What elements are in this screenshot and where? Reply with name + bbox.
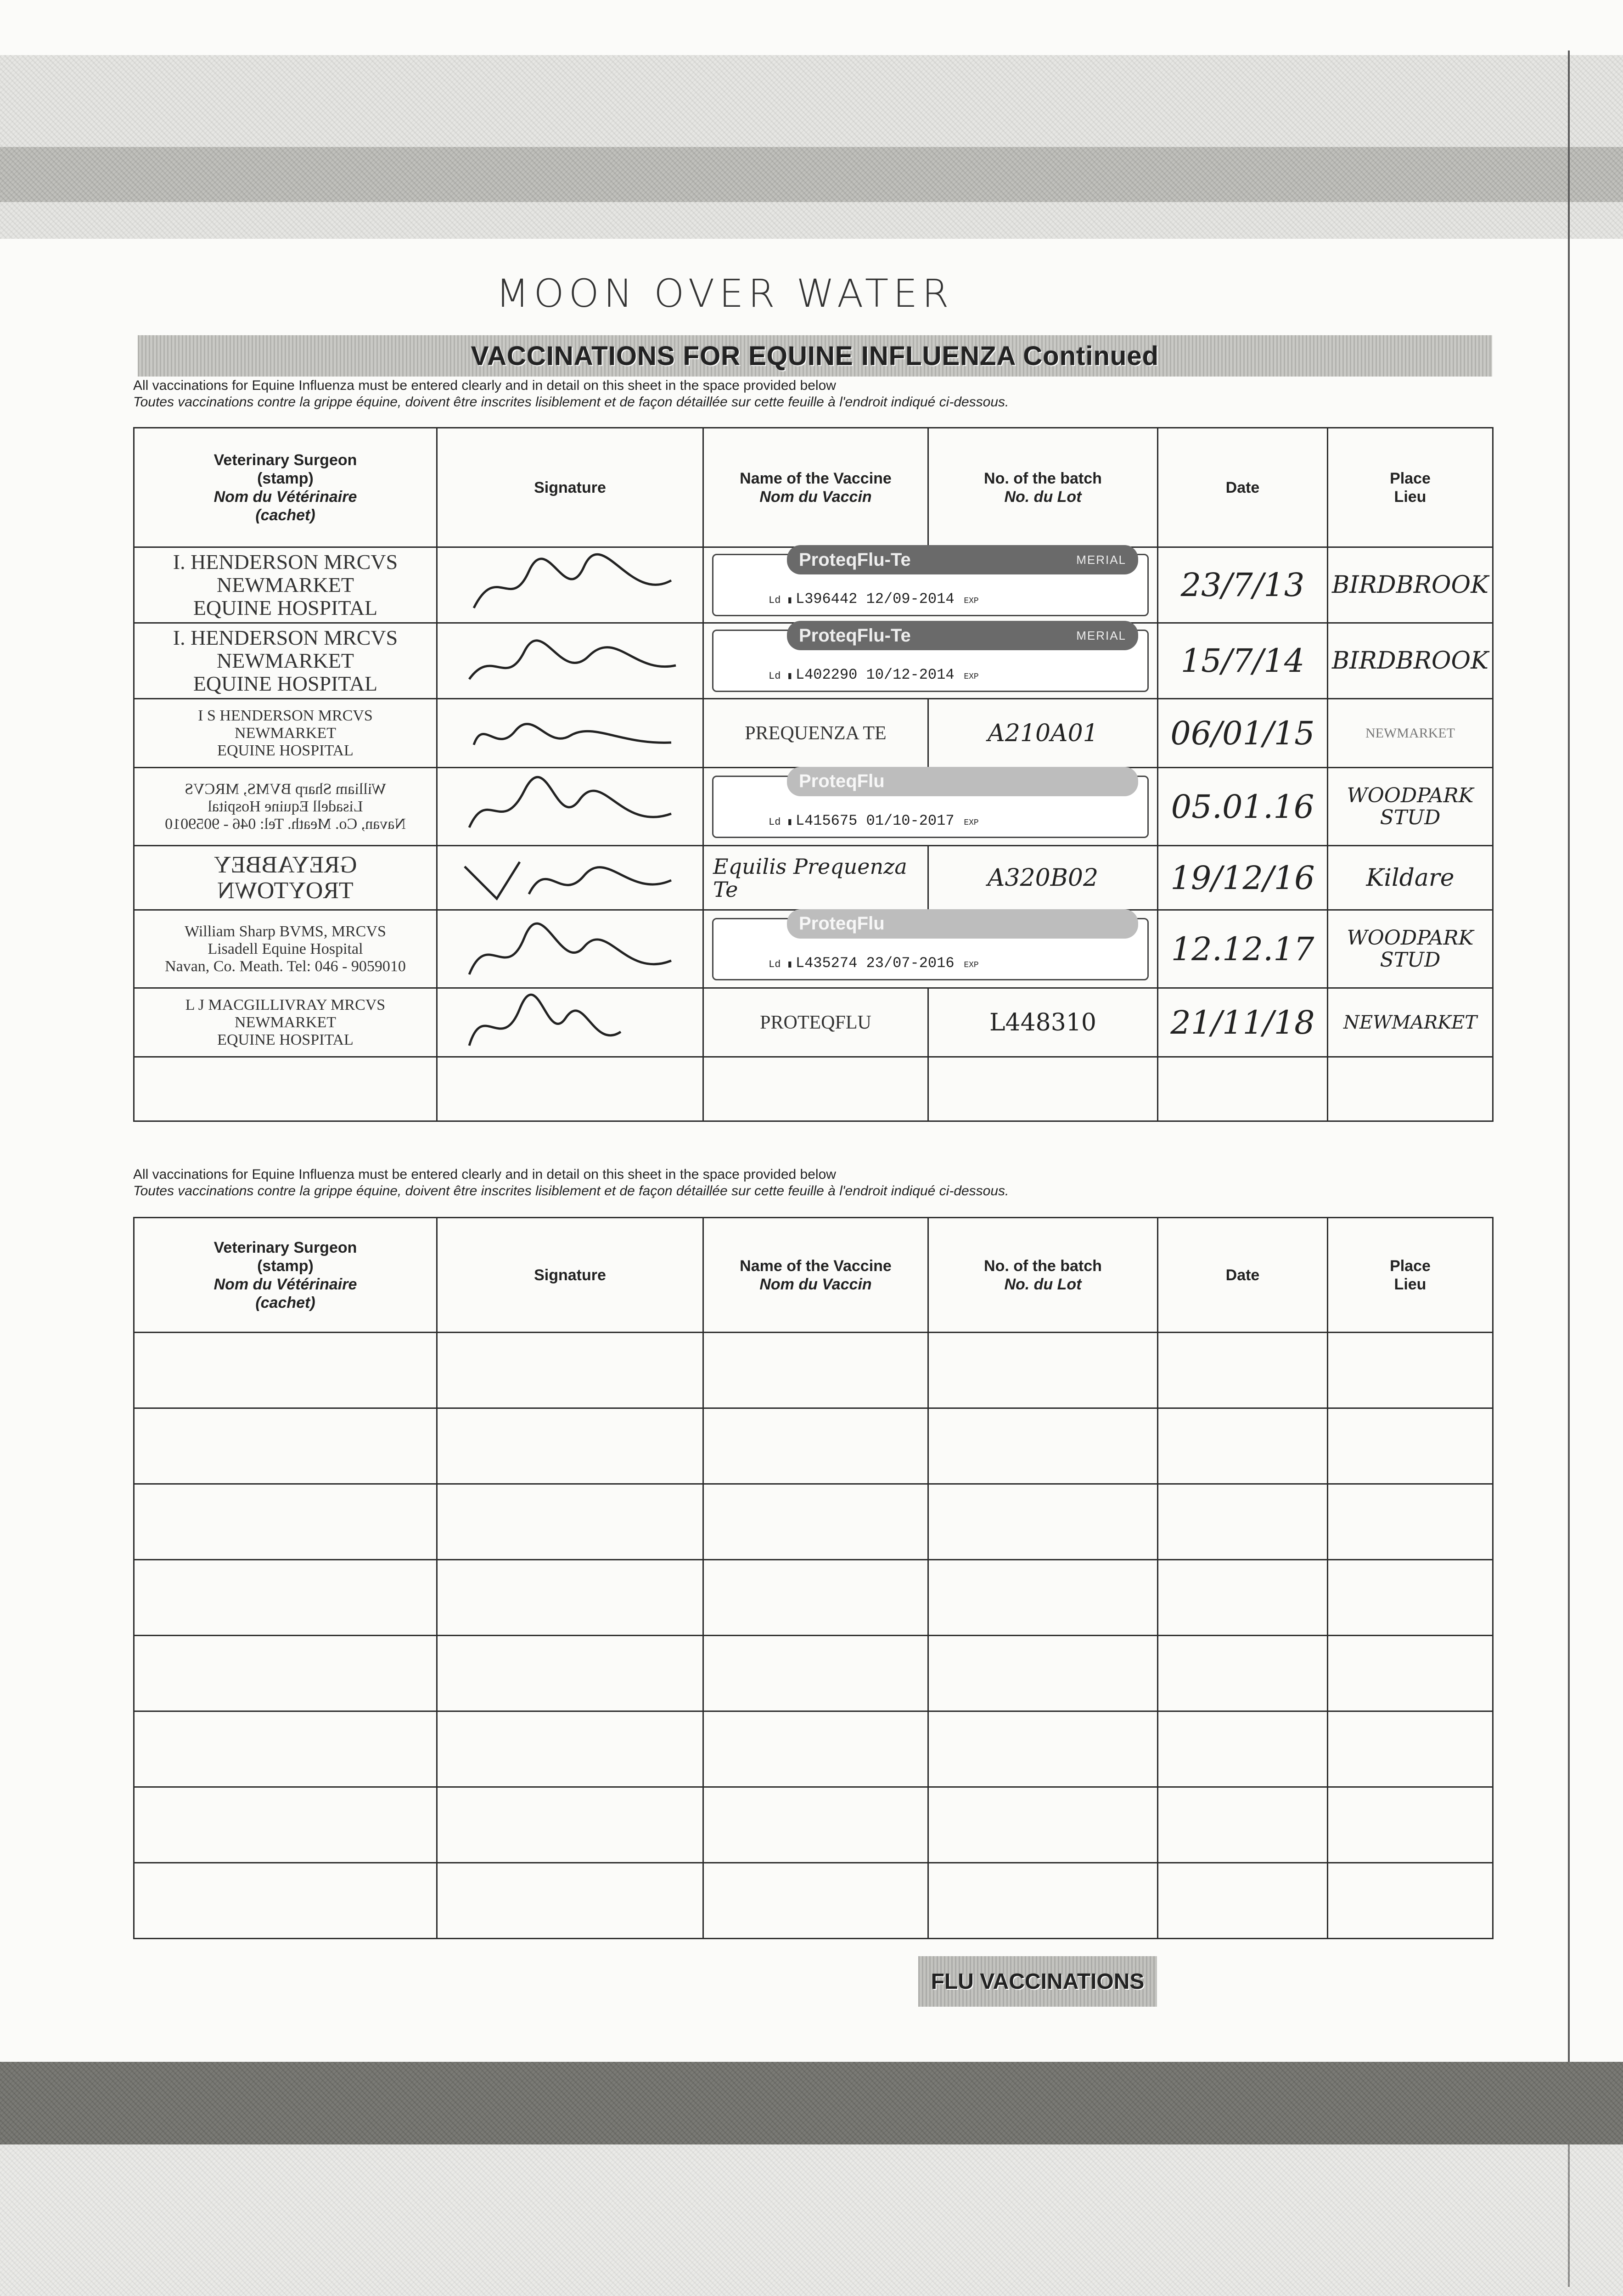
vaccination-date: 06/01/15 <box>1170 714 1315 752</box>
vet-stamp <box>134 988 437 1057</box>
empty-cell <box>134 1636 437 1711</box>
empty-cell <box>1328 1408 1493 1484</box>
batch-number: Ld ▮ L435274 23/07-2016 EXP <box>769 955 979 972</box>
table-row <box>134 1484 1493 1560</box>
vaccination-place: BIRDBROOK <box>1331 647 1489 675</box>
header-place <box>1328 1218 1493 1333</box>
header-batch-en: No. of the batch <box>984 469 1102 487</box>
scan-noise-bottom-dark <box>0 2062 1623 2144</box>
vaccination-date: 23/7/13 <box>1180 566 1305 604</box>
vaccine-brand <box>787 767 1138 796</box>
instructions-fr: Toutes vaccinations contre la grippe équine, doivent être inscrites lisiblement et de façon détaillée sur cette feuille à l'endroit indiqué ci-dessous. <box>133 394 1009 410</box>
header-vet-cachet: (cachet) <box>255 1294 315 1311</box>
vaccine-name: ProteqFlu <box>799 913 885 934</box>
header-vaccine <box>703 1218 928 1333</box>
vet-line: NEWMARKET <box>217 573 354 597</box>
header-vet <box>134 1218 437 1333</box>
signature-scribble <box>455 848 685 908</box>
vet-line: L J MACGILLIVRAY MRCVS <box>185 996 386 1013</box>
instructions-bottom <box>133 1166 1488 1199</box>
vaccine-maker: MERIAL <box>1076 628 1126 642</box>
signature-scribble <box>455 990 685 1055</box>
batch-number: A320B02 <box>987 864 1099 892</box>
instructions-top <box>133 377 1488 411</box>
place-cell <box>1328 988 1493 1057</box>
header-vet-en: Veterinary Surgeon <box>213 451 357 469</box>
header-vet-fr: Nom du Vétérinaire <box>213 488 357 506</box>
vet-line: EQUINE HOSPITAL <box>217 1031 354 1048</box>
vet-line: GREYABBEY <box>213 851 357 878</box>
signature-cell <box>437 547 703 623</box>
date-cell <box>1158 547 1328 623</box>
empty-cell <box>1158 1711 1328 1787</box>
header-batch-en: No. of the batch <box>984 1257 1102 1275</box>
empty-cell <box>703 1484 928 1560</box>
table-row <box>134 699 1493 768</box>
empty-cell <box>437 1333 703 1408</box>
empty-cell <box>134 1333 437 1408</box>
vaccine-name: PREQUENZA TE <box>745 722 887 744</box>
vet-line: William Sharp BVMS, MRCVS <box>185 780 386 798</box>
vaccine-name: ProteqFlu-Te <box>799 625 911 646</box>
vet-line: NEWMARKET <box>235 724 336 742</box>
header-date: Date <box>1158 1218 1328 1333</box>
date-cell <box>1158 910 1328 988</box>
vet-line: NEWMARKET <box>217 649 354 672</box>
table-header-row <box>134 1218 1493 1333</box>
vet-line: I S HENDERSON MRCVS <box>198 707 373 724</box>
vet-line: Lisadell Equine Hospital <box>208 940 363 957</box>
table-row <box>134 1863 1493 1939</box>
place-cell <box>1328 699 1493 768</box>
date-cell <box>1158 699 1328 768</box>
vaccination-table-1 <box>133 427 1494 1122</box>
vaccine-brand <box>787 909 1138 939</box>
empty-cell <box>928 1057 1158 1121</box>
empty-cell <box>437 1711 703 1787</box>
empty-cell <box>134 1863 437 1939</box>
header-vet <box>134 428 437 547</box>
table-header-row <box>134 428 1493 547</box>
section-title: VACCINATIONS FOR EQUINE INFLUENZA Continued <box>471 341 1159 371</box>
place-cell <box>1328 768 1493 846</box>
empty-cell <box>703 1636 928 1711</box>
header-batch-fr: No. du Lot <box>1004 488 1082 506</box>
vaccine-label-cell <box>703 910 1158 988</box>
vet-line: Navan, Co. Meath. Tel: 046 - 9059010 <box>165 815 406 833</box>
batch-cell <box>928 988 1158 1057</box>
signature-cell <box>437 699 703 768</box>
horse-name: MOON OVER WATER <box>496 271 954 316</box>
table-row <box>134 547 1493 623</box>
batch-number: L448310 <box>989 1008 1097 1036</box>
empty-cell <box>1328 1863 1493 1939</box>
empty-cell <box>928 1408 1158 1484</box>
vet-stamp <box>134 547 437 623</box>
empty-cell <box>1328 1484 1493 1560</box>
empty-cell <box>703 1863 928 1939</box>
header-place-fr: Lieu <box>1394 488 1426 506</box>
header-batch <box>928 428 1158 547</box>
empty-cell <box>703 1408 928 1484</box>
table-row <box>134 1636 1493 1711</box>
place-cell <box>1328 623 1493 699</box>
flu-vaccinations-tag <box>918 1956 1157 2007</box>
vaccination-place: WOODPARK STUD <box>1347 926 1474 972</box>
vaccine-label-cell <box>703 623 1158 699</box>
table-row <box>134 623 1493 699</box>
vaccination-place: BIRDBROOK <box>1331 571 1489 599</box>
header-signature: Signature <box>437 1218 703 1333</box>
empty-cell <box>437 1787 703 1863</box>
empty-cell <box>703 1560 928 1636</box>
empty-cell <box>928 1636 1158 1711</box>
instructions-fr: Toutes vaccinations contre la grippe équine, doivent être inscrites lisiblement et de façon détaillée sur cette feuille à l'endroit indiqué ci-dessous. <box>133 1183 1009 1199</box>
empty-cell <box>437 1057 703 1121</box>
empty-cell <box>134 1057 437 1121</box>
batch-cell <box>928 846 1158 910</box>
header-vet-fr: Nom du Vétérinaire <box>213 1275 357 1293</box>
vet-line: EQUINE HOSPITAL <box>193 596 378 619</box>
empty-cell <box>1328 1560 1493 1636</box>
vet-stamp <box>134 699 437 768</box>
vet-line: I. HENDERSON MRCVS <box>173 626 398 649</box>
table-row <box>134 768 1493 846</box>
signature-scribble <box>455 915 685 984</box>
header-batch <box>928 1218 1158 1333</box>
table-row <box>134 1787 1493 1863</box>
empty-cell <box>703 1787 928 1863</box>
vaccine-brand <box>787 545 1138 574</box>
vaccine-name: PROTEQFLU <box>760 1012 871 1033</box>
vaccination-date: 15/7/14 <box>1180 642 1305 680</box>
batch-cell <box>928 699 1158 768</box>
table-row <box>134 1057 1493 1121</box>
vaccine-sticker <box>712 549 1149 616</box>
vet-line: William Sharp BVMS, MRCVS <box>185 923 386 940</box>
vaccination-place: WOODPARK STUD <box>1347 783 1474 829</box>
scan-noise-bottom <box>0 2144 1623 2296</box>
vaccine-cell <box>703 699 928 768</box>
empty-cell <box>134 1408 437 1484</box>
vet-stamp <box>134 768 437 846</box>
signature-scribble <box>455 772 685 841</box>
empty-cell <box>928 1863 1158 1939</box>
vet-line: I. HENDERSON MRCVS <box>173 550 398 574</box>
vaccination-date: 05.01.16 <box>1171 788 1314 826</box>
section-title-bar <box>138 335 1492 377</box>
page-edge-rule <box>1568 51 1570 2287</box>
header-signature: Signature <box>437 428 703 547</box>
empty-cell <box>437 1863 703 1939</box>
flu-vaccinations-label: FLU VACCINATIONS <box>931 1969 1145 1994</box>
header-vaccine <box>703 428 928 547</box>
vaccine-brand <box>787 621 1138 650</box>
empty-cell <box>1328 1711 1493 1787</box>
vet-line: Navan, Co. Meath. Tel: 046 - 9059010 <box>165 957 406 975</box>
header-vaccine-fr: Nom du Vaccin <box>759 488 872 506</box>
vaccine-cell <box>703 988 928 1057</box>
batch-number: A210A01 <box>988 719 1098 747</box>
date-cell <box>1158 846 1328 910</box>
header-place <box>1328 428 1493 547</box>
batch-number: Ld ▮ L396442 12/09-2014 EXP <box>769 591 979 608</box>
place-cell <box>1328 910 1493 988</box>
vaccination-date: 21/11/18 <box>1170 1003 1315 1041</box>
empty-cell <box>1158 1636 1328 1711</box>
vet-line: EQUINE HOSPITAL <box>193 672 378 695</box>
table-row <box>134 1711 1493 1787</box>
empty-cell <box>1328 1787 1493 1863</box>
empty-cell <box>1328 1636 1493 1711</box>
vet-line: Lisadell Equine Hospital <box>208 798 363 815</box>
date-cell <box>1158 768 1328 846</box>
vet-stamp <box>134 623 437 699</box>
signature-scribble <box>455 553 685 617</box>
empty-cell <box>437 1636 703 1711</box>
empty-cell <box>1158 1057 1328 1121</box>
empty-cell <box>1328 1333 1493 1408</box>
vaccine-sticker <box>712 771 1149 838</box>
empty-cell <box>703 1333 928 1408</box>
table-row <box>134 846 1493 910</box>
vaccine-label-cell <box>703 547 1158 623</box>
empty-cell <box>134 1711 437 1787</box>
vaccination-date: 12.12.17 <box>1171 930 1314 968</box>
empty-cell <box>1158 1484 1328 1560</box>
date-cell <box>1158 623 1328 699</box>
vaccination-place: NEWMARKET <box>1365 725 1455 741</box>
empty-cell <box>134 1787 437 1863</box>
empty-cell <box>1158 1787 1328 1863</box>
empty-cell <box>928 1711 1158 1787</box>
instructions-en: All vaccinations for Equine Influenza must be entered clearly and in detail on this sheet in the space provided below <box>133 378 836 393</box>
empty-cell <box>703 1711 928 1787</box>
vaccine-sticker <box>712 625 1149 692</box>
empty-cell <box>1158 1333 1328 1408</box>
empty-cell <box>134 1484 437 1560</box>
header-vet-stamp: (stamp) <box>257 1257 314 1275</box>
vaccine-name: ProteqFlu-Te <box>799 549 911 570</box>
header-vet-cachet: (cachet) <box>255 506 315 524</box>
vaccination-table-2 <box>133 1217 1494 1939</box>
vaccine-maker: MERIAL <box>1076 552 1126 567</box>
vaccination-date: 19/12/16 <box>1170 859 1315 897</box>
signature-cell <box>437 846 703 910</box>
empty-cell <box>437 1484 703 1560</box>
signature-cell <box>437 988 703 1057</box>
vaccine-label-cell <box>703 768 1158 846</box>
table-row <box>134 1408 1493 1484</box>
empty-cell <box>703 1057 928 1121</box>
empty-cell <box>1158 1560 1328 1636</box>
scan-noise-top-dark <box>0 147 1623 202</box>
date-cell <box>1158 988 1328 1057</box>
header-vaccine-fr: Nom du Vaccin <box>759 1275 872 1293</box>
empty-cell <box>437 1560 703 1636</box>
batch-number: Ld ▮ L402290 10/12-2014 EXP <box>769 666 979 683</box>
table-row <box>134 1333 1493 1408</box>
vaccine-sticker <box>712 913 1149 980</box>
vet-line: NEWMARKET <box>235 1013 336 1031</box>
vet-line: TROYTOWN <box>217 877 354 904</box>
header-place-en: Place <box>1390 1257 1431 1275</box>
header-vet-stamp: (stamp) <box>257 469 314 487</box>
empty-cell <box>1158 1408 1328 1484</box>
empty-cell <box>928 1333 1158 1408</box>
empty-cell <box>928 1560 1158 1636</box>
vaccine-name: ProteqFlu <box>799 771 885 791</box>
vet-stamp <box>134 846 437 910</box>
signature-scribble <box>455 703 685 763</box>
empty-cell <box>928 1484 1158 1560</box>
signature-cell <box>437 623 703 699</box>
table-row <box>134 988 1493 1057</box>
signature-cell <box>437 768 703 846</box>
place-cell <box>1328 547 1493 623</box>
header-vaccine-en: Name of the Vaccine <box>740 1257 892 1275</box>
header-batch-fr: No. du Lot <box>1004 1275 1082 1293</box>
header-date: Date <box>1158 428 1328 547</box>
batch-number: Ld ▮ L415675 01/10-2017 EXP <box>769 812 979 829</box>
instructions-en: All vaccinations for Equine Influenza must be entered clearly and in detail on this sheet in the space provided below <box>133 1167 836 1182</box>
empty-cell <box>1328 1057 1493 1121</box>
place-cell <box>1328 846 1493 910</box>
header-place-en: Place <box>1390 469 1431 487</box>
header-vaccine-en: Name of the Vaccine <box>740 469 892 487</box>
empty-cell <box>437 1408 703 1484</box>
empty-cell <box>1158 1863 1328 1939</box>
vaccine-name: Equilis Prequenza Te <box>713 854 907 902</box>
signature-scribble <box>455 629 685 693</box>
table-row <box>134 910 1493 988</box>
header-place-fr: Lieu <box>1394 1275 1426 1293</box>
vaccination-place: Kildare <box>1366 864 1455 892</box>
table-row <box>134 1560 1493 1636</box>
vet-line: EQUINE HOSPITAL <box>217 742 354 759</box>
vaccine-cell <box>703 846 928 910</box>
signature-cell <box>437 910 703 988</box>
header-vet-en: Veterinary Surgeon <box>213 1238 357 1256</box>
empty-cell <box>134 1560 437 1636</box>
vaccination-place: NEWMARKET <box>1343 1012 1477 1033</box>
vet-stamp <box>134 910 437 988</box>
empty-cell <box>928 1787 1158 1863</box>
